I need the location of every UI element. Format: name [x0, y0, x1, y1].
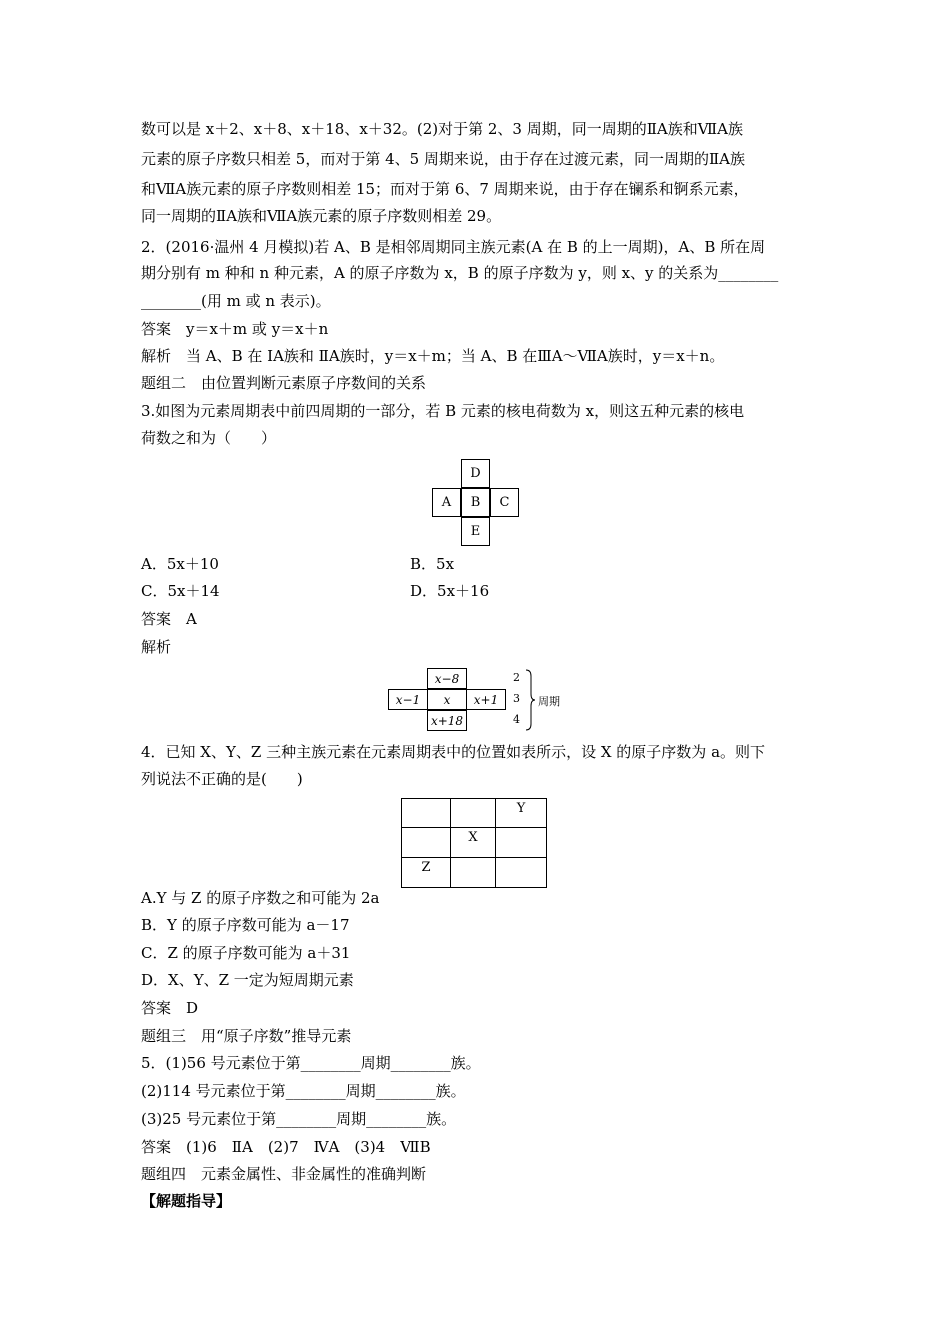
- q4-line-2: 列说法不正确的是( ): [141, 770, 303, 788]
- text-line-6: 期分别有 m 种和 n 种元素，A 的原子序数为 x，B 的原子序数为 y，则 x、y 的关系为________: [141, 264, 779, 282]
- q4-cell-z: Z: [401, 857, 451, 888]
- q3-option-c: C．5x＋14: [141, 582, 220, 600]
- group2-title: 题组二 由位置判断元素原子序数间的关系: [141, 374, 427, 392]
- answer-q4: 答案 D: [141, 999, 199, 1017]
- q4-cell: [495, 827, 547, 858]
- q4-cell: [450, 798, 496, 828]
- period-3-label: 3: [513, 692, 520, 705]
- q5-line-3: (3)25 号元素位于第________周期________族。: [141, 1110, 457, 1128]
- q4-option-c: C．Z 的原子序数可能为 a＋31: [141, 944, 351, 962]
- group3-title: 题组三 用“原子序数”推导元素: [141, 1027, 352, 1045]
- period-4-label: 4: [513, 713, 520, 726]
- q3-option-a: A．5x＋10: [141, 555, 219, 573]
- q3-line-1: 3.如图为元素周期表中前四周期的一部分，若 B 元素的核电荷数为 x，则这五种元素的核电: [141, 402, 745, 420]
- analysis-q2: 解析 当 A、B 在 ⅠA族和 ⅡA族时，y＝x＋m；当 A、B 在ⅢA～ⅦA族时，y＝x＋n。: [141, 347, 725, 365]
- text-line-4: 同一周期的ⅡA族和ⅦA族元素的原子序数则相差 29。: [141, 207, 502, 225]
- q5-line-2: (2)114 号元素位于第________周期________族。: [141, 1082, 466, 1100]
- guide-title: 【解题指导】: [141, 1192, 232, 1210]
- answer-q2: 答案 y＝x＋m 或 y＝x＋n: [141, 320, 329, 338]
- cell-x-plus-18: x+18: [427, 710, 467, 731]
- cell-x-minus-1: x−1: [388, 689, 428, 710]
- answer-q5: 答案 (1)6 ⅡA (2)7 ⅣA (3)4 ⅦB: [141, 1138, 431, 1156]
- text-line-5: 2．(2016·温州 4 月模拟)若 A、B 是相邻周期同主族元素(A 在 B 的上一周期)，A、B 所在周: [141, 238, 766, 256]
- q4-cell-x: X: [450, 827, 496, 858]
- q3-option-b: B．5x: [410, 555, 455, 573]
- period-label: 周期: [538, 695, 560, 708]
- text-line-7: ________(用 m 或 n 表示)。: [141, 292, 331, 310]
- q4-cell-y: Y: [495, 798, 547, 828]
- q4-cell: [450, 857, 496, 888]
- q4-option-a: A.Y 与 Z 的原子序数之和可能为 2a: [141, 889, 380, 907]
- answer-q3: 答案 A: [141, 610, 197, 628]
- cell-c: C: [490, 488, 519, 517]
- cell-b: B: [461, 488, 490, 517]
- q4-line-1: 4．已知 X、Y、Z 三种主族元素在元素周期表中的位置如表所示，设 X 的原子序数为 a。则下: [141, 743, 766, 761]
- q3-option-d: D．5x＋16: [410, 582, 490, 600]
- cell-d: D: [461, 459, 490, 488]
- period-2-label: 2: [513, 671, 520, 684]
- cell-x-minus-8: x−8: [427, 668, 467, 689]
- text-line-1: 数可以是 x＋2、x＋8、x＋18、x＋32。(2)对于第 2、3 周期，同一周期的ⅡA族和ⅦA族: [141, 120, 743, 138]
- analysis-label-q3: 解析: [141, 638, 172, 656]
- q5-line-1: 5．(1)56 号元素位于第________周期________族。: [141, 1054, 481, 1072]
- q4-cell: [401, 827, 451, 858]
- q4-option-b: B．Y 的原子序数可能为 a－17: [141, 916, 350, 934]
- group4-title: 题组四 元素金属性、非金属性的准确判断: [141, 1165, 427, 1183]
- cell-e: E: [461, 517, 490, 546]
- text-line-3: 和ⅦA族元素的原子序数则相差 15；而对于第 6、7 周期来说，由于存在镧系和锕系元素，: [141, 180, 749, 198]
- q4-cell: [495, 857, 547, 888]
- cell-x: x: [427, 689, 467, 710]
- cell-a: A: [432, 488, 461, 517]
- brace-icon: [524, 668, 536, 732]
- q4-option-d: D．X、Y、Z 一定为短周期元素: [141, 971, 354, 989]
- q3-line-2: 荷数之和为（ ）: [141, 429, 277, 447]
- cell-x-plus-1: x+1: [466, 689, 506, 710]
- q4-cell: [401, 798, 451, 828]
- text-line-2: 元素的原子序数只相差 5，而对于第 4、5 周期来说，由于存在过渡元素，同一周期的ⅡA族: [141, 150, 745, 168]
